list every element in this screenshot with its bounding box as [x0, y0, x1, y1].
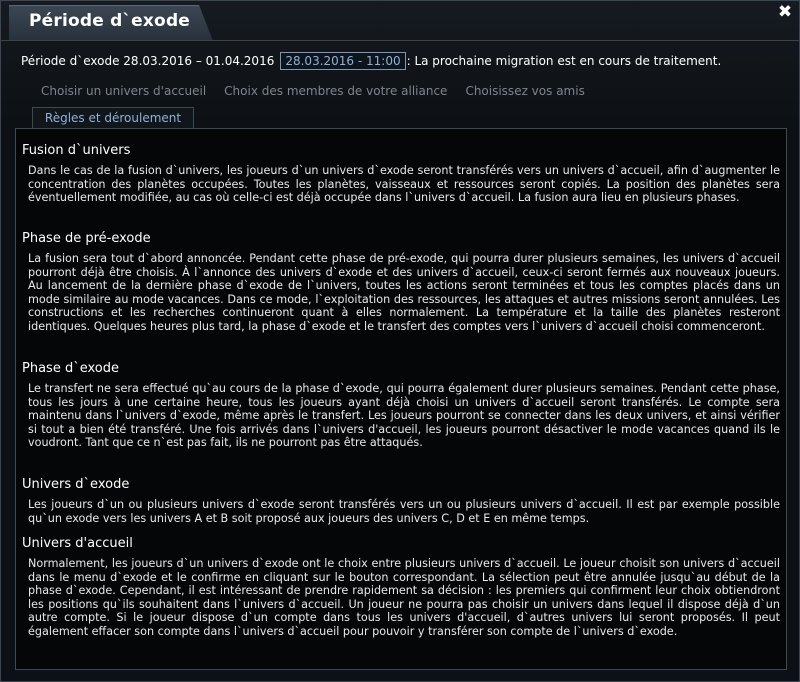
- tab-alliance-members[interactable]: Choix des membres de votre alliance: [224, 84, 448, 98]
- section-exodus-universe: [22, 477, 780, 525]
- section-body: Normalement, les joueurs d`un univers d`exode ont le choix entre plusieurs univers d`accueil. Le joueur choisit son univers d`accueil dans le menu d`exode et le confirme en cliquant sur le bouton correspondant. La sélection peut être annulée jusqu`au début de la phase d`exode. Cependant, il est intéressant de prendre rapidement sa décision : les premiers qui confirment leur choix obtiendront les positions qu`ils souhaitent dans l`univers d`accueil. Un joueur ne pourra pas choisir un univers dans lequel il dispose déjà d`un autre compte. Si le joueur dispose d`un compte dans tous les univers d'accueil, d`autres univers lui seront proposés. Il peut également effacer son compte dans l`univers d`accueil pour pouvoir y transférer son compte de l`univers d`exode.: [28, 557, 780, 638]
- window-title: Période d`exode: [29, 11, 191, 31]
- section-body: Dans le cas de la fusion d`univers, les joueurs d`un univers d`exode seront transférés vers un univers d`accueil, afin d`augmenter le concentration des planètes occupées. Toutes les planètes, vaisseaux et ressources seront copiés. La position des planètes sera éventuellement modifiée, au cas où celle-ci est déjà occupée dans l`univers d`accueil. La fusion aura lieu en plusieurs phases.: [28, 164, 780, 204]
- section-body: La fusion sera tout d`abord annoncée. Pendant cette phase de pré-exode, qui pourra durer plusieurs semaines, les univers d`accueil pourront déjà être choisis. À l`annonce des univers d`exode et des univers d`accueil, ceux-ci seront fermés aux nouveaux joueurs. Au lancement de la dernière phase d`exode de l`univers, toutes les actions seront terminées et tous les comptes placés dans un mode similaire au mode vacances. Dans ce mode, l`exploitation des ressources, les attaques et autres missions seront annulées. Les constructions et les recherches continueront quant à elles normalement. La température et la taille des planètes resteront identiques. Quelques heures plus tard, la phase d`exode et le transfert des comptes vers l`univers d`accueil choisi commenceront.: [28, 252, 780, 333]
- tab-rules[interactable]: Règles et déroulement: [32, 107, 194, 130]
- section-title: Phase d`exode: [22, 361, 119, 376]
- tab-bar: [41, 84, 603, 98]
- section-title: Phase de pré-exode: [22, 231, 151, 246]
- close-icon[interactable]: ✖: [777, 2, 793, 22]
- section-pre-exodus: [22, 231, 780, 333]
- section-title: Univers d'accueil: [22, 536, 133, 551]
- section-body: Le transfert ne sera effectué qu`au cours de la phase d`exode, qui pourra également durer plusieurs semaines. Pendant cette phase, tous les jours à une certaine heure, tous les joueurs ayant déjà choisi un univers d`accueil seront transférés. Le compte sera maintenu dans l`univers d`exode, même après le transfert. Les joueurs pourront se connecter dans les deux univers, et ainsi vérifier si tout a bien été transféré. Une fois arrivés dans l`univers d'accueil, les joueurs pourront désactiver le mode vacances quand ils le voudront. Tant que ce n`est pas fait, ils ne pourront pas être attaqués.: [28, 382, 780, 449]
- date-badge: 28.03.2016 - 11:00: [280, 52, 405, 70]
- section-exodus-phase: [22, 361, 780, 450]
- section-universe-fusion: [22, 143, 780, 205]
- title-divider: [1, 40, 799, 41]
- status-text: : La prochaine migration est en cours de traitement.: [406, 54, 722, 68]
- section-host-universe: [22, 536, 780, 638]
- section-title: Univers d`exode: [22, 477, 130, 492]
- section-body: Les joueurs d`un ou plusieurs univers d`exode seront transférés vers un ou plusieurs univers d`accueil. Il est par exemple possible qu`un exode vers les univers A et B soit proposé aux joueurs des univers C, D et E en même temps.: [28, 498, 780, 525]
- tab-choose-universe[interactable]: Choisir un univers d'accueil: [41, 84, 207, 98]
- exodus-period-info: [21, 52, 721, 70]
- period-text: Période d`exode 28.03.2016 – 01.04.2016: [21, 54, 275, 68]
- tab-choose-friends[interactable]: Choisissez vos amis: [465, 84, 585, 98]
- section-title: Fusion d`univers: [22, 143, 131, 158]
- rules-panel: [15, 128, 787, 670]
